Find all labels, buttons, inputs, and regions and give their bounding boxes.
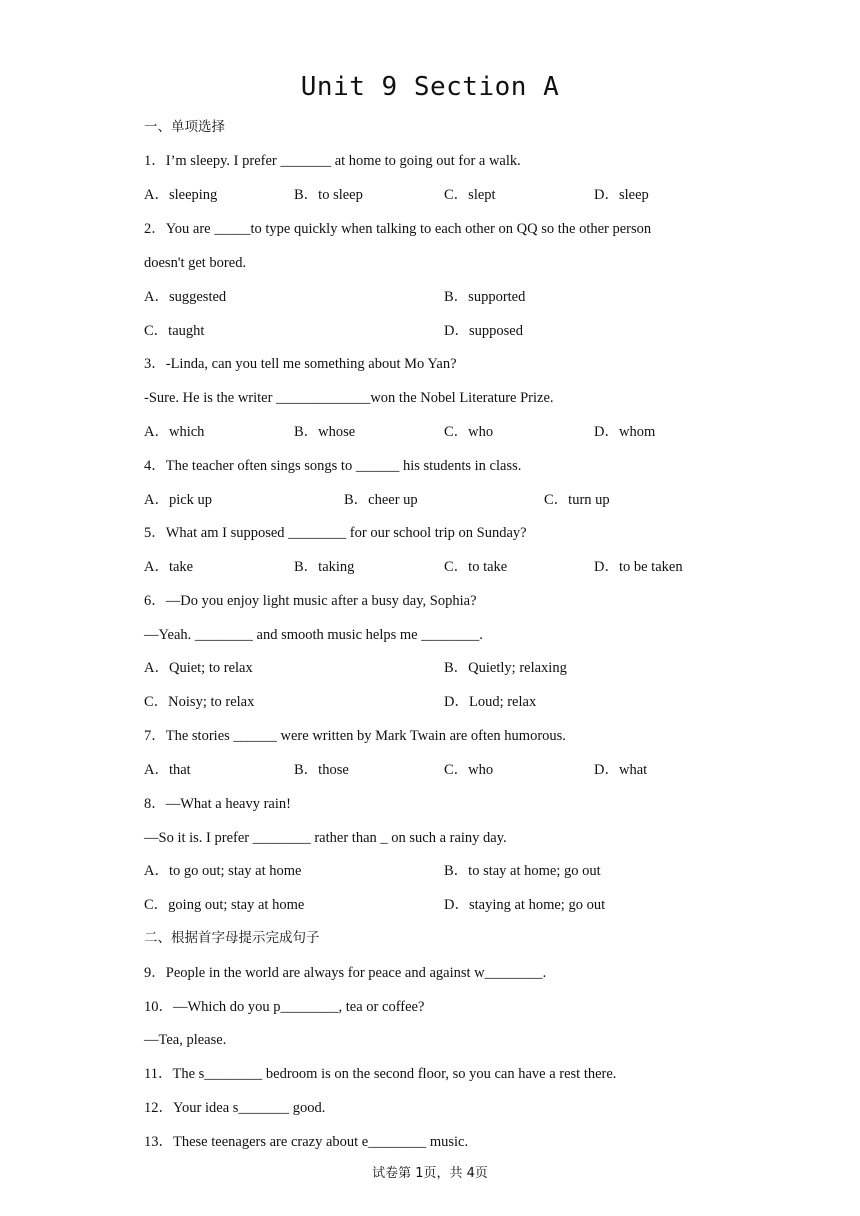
question-2-option-a: A．suggested bbox=[144, 289, 227, 305]
question-6-option-a: A．Quiet; to relax bbox=[144, 660, 253, 676]
question-6-option-c: C．Noisy; to relax bbox=[144, 694, 255, 710]
question-1-option-a: A．sleeping bbox=[144, 187, 218, 203]
question-6-option-b: B．Quietly; relaxing bbox=[444, 660, 567, 676]
question-8-option-a: A．to go out; stay at home bbox=[144, 863, 302, 879]
question-3-option-d: D．whom bbox=[594, 424, 656, 440]
question-3-option-c: C．who bbox=[444, 424, 494, 440]
question-5-option-c: C．to take bbox=[444, 559, 508, 575]
question-11: 11．The s________ bedroom is on the second floor, so you can have a rest there. bbox=[144, 1066, 617, 1082]
question-7-stem: 7．The stories ______ were written by Mark Twain are often humorous. bbox=[144, 728, 566, 744]
question-2-option-c: C．taught bbox=[144, 323, 205, 339]
question-3-stem-line-2: -Sure. He is the writer _____________won the Nobel Literature Prize. bbox=[144, 390, 554, 406]
section-heading-multiple-choice: 一、单项选择 bbox=[144, 119, 225, 135]
question-2-stem-line-2: doesn't get bored. bbox=[144, 255, 247, 271]
question-1-option-d: D．sleep bbox=[594, 187, 649, 203]
section-heading-fill-in: 二、根据首字母提示完成句子 bbox=[144, 930, 320, 946]
question-10-line-2: —Tea, please. bbox=[144, 1032, 227, 1048]
question-2-option-d: D．supposed bbox=[444, 323, 523, 339]
page-footer: 试卷第 1页，共 4页 bbox=[372, 1166, 488, 1181]
question-8-option-d: D．staying at home; go out bbox=[444, 897, 606, 913]
question-5-option-a: A．take bbox=[144, 559, 194, 575]
question-6-stem-line-1: 6．—Do you enjoy light music after a busy day, Sophia? bbox=[144, 593, 477, 609]
page-title: Unit 9 Section A bbox=[300, 72, 560, 102]
question-4-stem: 4．The teacher often sings songs to ______ his students in class. bbox=[144, 458, 522, 474]
question-4-option-b: B．cheer up bbox=[344, 492, 418, 508]
question-5-option-d: D．to be taken bbox=[594, 559, 683, 575]
question-8-option-c: C．going out; stay at home bbox=[144, 897, 305, 913]
question-7-option-b: B．those bbox=[294, 762, 349, 778]
question-3-option-a: A．which bbox=[144, 424, 205, 440]
question-8-stem-line-1: 8．—What a heavy rain! bbox=[144, 796, 291, 812]
question-5-stem: 5．What am I supposed ________ for our school trip on Sunday? bbox=[144, 525, 527, 541]
question-8-stem-line-2: —So it is. I prefer ________ rather than _ on such a rainy day. bbox=[144, 830, 507, 846]
question-3-option-b: B．whose bbox=[294, 424, 356, 440]
question-5-option-b: B．taking bbox=[294, 559, 355, 575]
question-6-option-d: D．Loud; relax bbox=[444, 694, 537, 710]
question-8-option-b: B．to stay at home; go out bbox=[444, 863, 601, 879]
question-7-option-d: D．what bbox=[594, 762, 648, 778]
question-13: 13．These teenagers are crazy about e________ music. bbox=[144, 1134, 469, 1150]
question-7-option-c: C．who bbox=[444, 762, 494, 778]
question-6-stem-line-2: —Yeah. ________ and smooth music helps me ________. bbox=[144, 627, 483, 643]
question-9: 9．People in the world are always for peace and against w________. bbox=[144, 965, 547, 981]
question-1-option-c: C．slept bbox=[444, 187, 496, 203]
question-1-stem: 1．I’m sleepy. I prefer _______ at home to going out for a walk. bbox=[144, 153, 521, 169]
question-1-option-b: B．to sleep bbox=[294, 187, 363, 203]
question-7-option-a: A．that bbox=[144, 762, 191, 778]
question-3-stem-line-1: 3．-Linda, can you tell me something about Mo Yan? bbox=[144, 356, 457, 372]
question-4-option-a: A．pick up bbox=[144, 492, 213, 508]
question-2-stem-line-1: 2．You are _____to type quickly when talking to each other on QQ so the other person bbox=[144, 221, 652, 237]
question-4-option-c: C．turn up bbox=[544, 492, 610, 508]
question-2-option-b: B．supported bbox=[444, 289, 526, 305]
question-10-line-1: 10．—Which do you p________, tea or coffee? bbox=[144, 999, 425, 1015]
question-12: 12．Your idea s_______ good. bbox=[144, 1100, 326, 1116]
